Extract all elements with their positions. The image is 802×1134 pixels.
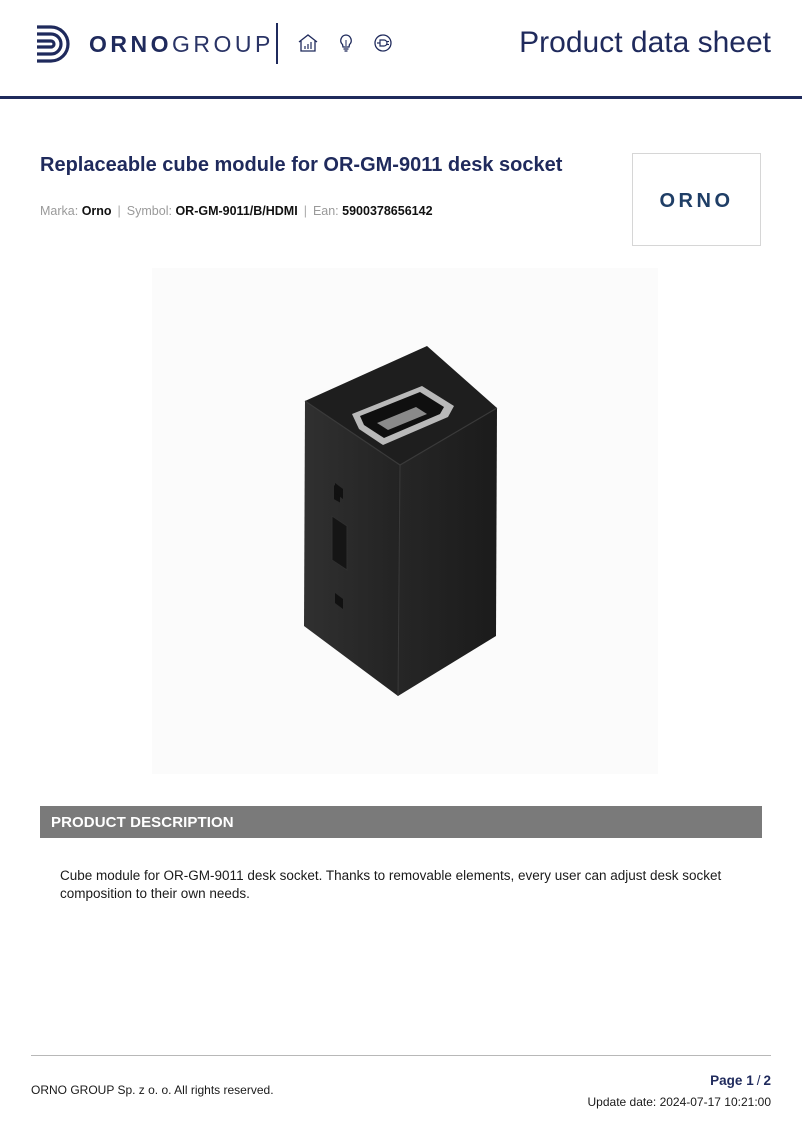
section-heading: PRODUCT DESCRIPTION: [51, 814, 234, 831]
update-date: Update date: 2024-07-17 10:21:00: [587, 1095, 771, 1109]
product-title: Replaceable cube module for OR-GM-9011 desk socket: [40, 154, 563, 176]
header-rule: [0, 96, 802, 99]
smart-home-icon: [297, 32, 319, 54]
meta-separator: |: [303, 204, 307, 218]
footer-rule: [31, 1055, 771, 1056]
hdmi-cube-module-illustration: [152, 268, 658, 774]
ean-value: 5900378656142: [342, 204, 433, 218]
lightbulb-icon: [335, 32, 357, 54]
orno-logo-icon: [33, 23, 75, 65]
brand-label: Marka:: [40, 204, 79, 218]
page-word: Page: [710, 1073, 743, 1088]
symbol-value: OR-GM-9011/B/HDMI: [175, 204, 298, 218]
page-header: [0, 0, 802, 100]
symbol-label: Symbol:: [126, 204, 172, 218]
page-current: 1: [746, 1073, 754, 1088]
copyright-text: ORNO GROUP Sp. z o. o. All rights reserved.: [31, 1083, 274, 1097]
page-total: 2: [763, 1073, 771, 1088]
meta-separator: |: [117, 204, 121, 218]
page-separator: /: [756, 1073, 761, 1088]
product-description: Cube module for OR-GM-9011 desk socket. Thanks to removable elements, every user can adjust desk socket composition to their own needs.: [60, 868, 722, 901]
product-meta: [40, 204, 433, 218]
header-divider: [276, 23, 278, 64]
company-logo-text: ORNOGROUP: [89, 31, 274, 57]
ean-label: Ean:: [312, 204, 339, 218]
brand-value: Orno: [81, 204, 112, 218]
brand-logo-text: ORNO: [659, 190, 734, 212]
plug-socket-icon: [372, 32, 394, 54]
page-number: [710, 1073, 771, 1088]
brand-logo-box: [632, 153, 761, 246]
description-section-header: [40, 806, 762, 838]
sheet-title: Product data sheet: [519, 26, 771, 59]
product-image: [152, 268, 658, 774]
